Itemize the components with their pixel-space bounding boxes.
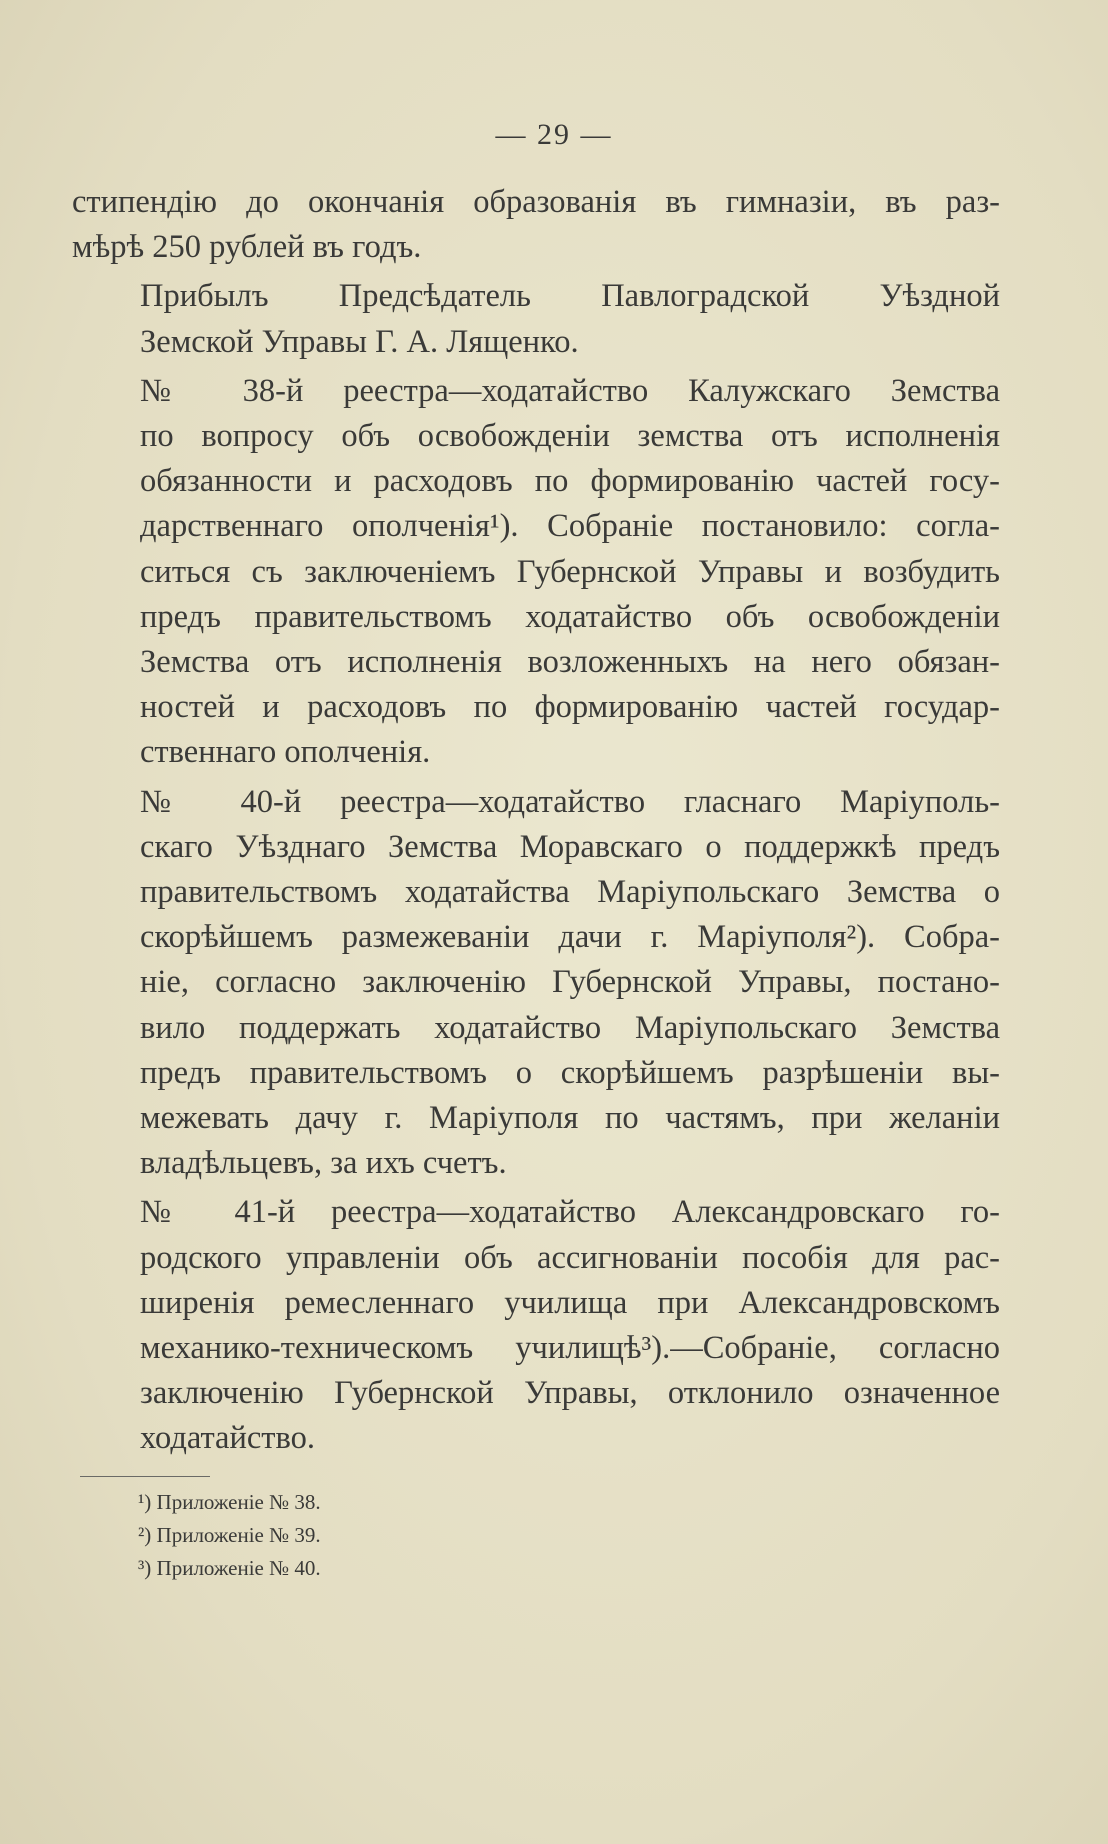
text-line: № 38-й реестра—ходатайство Калужскаго Земства — [140, 372, 1000, 409]
text-line: правительствомъ ходатайства Маріупольскаго Земства о — [140, 874, 1000, 911]
text-line: родского управленіи объ ассигнованіи пособія для рас- — [140, 1239, 1000, 1276]
text-line: № 41-й реестра—ходатайство Александровскаго го- — [140, 1194, 1000, 1231]
text-line: дарственнаго ополченія¹). Собраніе постановило: согла- — [140, 508, 1000, 545]
footnotes — [138, 1486, 321, 1585]
text-line: скаго Уѣзднаго Земства Моравскаго о поддержкѣ предъ — [140, 828, 1000, 865]
text-line: механико-техническомъ училищѣ³).—Собраніе, согласно — [140, 1330, 1000, 1367]
text-line: предъ правительствомъ ходатайство объ освобожденіи — [140, 598, 1000, 635]
text-line: ственнаго ополченія. — [140, 734, 431, 771]
text-line: обязанности и расходовъ по формированію частей госу- — [140, 463, 1000, 500]
text-line: заключенію Губернской Управы, отклонило означенное — [140, 1375, 1000, 1412]
text-line: по вопросу объ освобожденіи земства отъ исполненія — [140, 418, 1000, 455]
text-line: ніе, согласно заключенію Губернской Управы, постано- — [140, 964, 1000, 1001]
text-line: Земской Управы Г. А. Лященко. — [140, 323, 579, 360]
text-line: скорѣйшемъ размежеваніи дачи г. Маріуполя²). Собра- — [140, 919, 1000, 956]
paragraph-1 — [72, 180, 1000, 270]
text-line: Земства отъ исполненія возложенныхъ на него обязан- — [140, 644, 1000, 681]
text-line: ходатайство. — [140, 1420, 315, 1457]
text-line: ширенія ремесленнаго училища при Александровскомъ — [140, 1284, 1000, 1321]
footnote-divider — [80, 1476, 210, 1477]
page-number: — 29 — — [495, 118, 613, 151]
text-line: стипендію до окончанія образованія въ гимназіи, въ раз- — [72, 184, 1000, 220]
paragraph-3 — [72, 369, 1000, 776]
paragraph-4 — [72, 780, 1000, 1187]
text-line: Прибылъ Предсѣдатель Павлоградской Уѣздной — [140, 278, 1000, 315]
body-text — [72, 180, 1000, 1466]
text-line: межевать дачу г. Маріуполя по частямъ, при желаніи — [140, 1100, 1000, 1137]
footnote-2: ²) Приложеніе № 39. — [138, 1523, 321, 1547]
text-line: владѣльцевъ, за ихъ счетъ. — [140, 1145, 507, 1182]
text-line: вило поддержать ходатайство Маріупольскаго Земства — [140, 1009, 1000, 1046]
text-line: ностей и расходовъ по формированію частей государ- — [140, 689, 1000, 726]
text-line: предъ правительствомъ о скорѣйшемъ разрѣшеніи вы- — [140, 1054, 1000, 1091]
paragraph-5 — [72, 1190, 1000, 1461]
footnote-3: ³) Приложеніе № 40. — [138, 1556, 321, 1580]
paragraph-2 — [72, 274, 1000, 364]
text-line: мѣрѣ 250 рублей въ годъ. — [72, 229, 422, 266]
footnote-1: ¹) Приложеніе № 38. — [138, 1490, 321, 1514]
text-line: ситься съ заключеніемъ Губернской Управы и возбудить — [140, 553, 1000, 590]
text-line: № 40-й реестра—ходатайство гласнаго Маріуполь- — [140, 783, 1000, 820]
